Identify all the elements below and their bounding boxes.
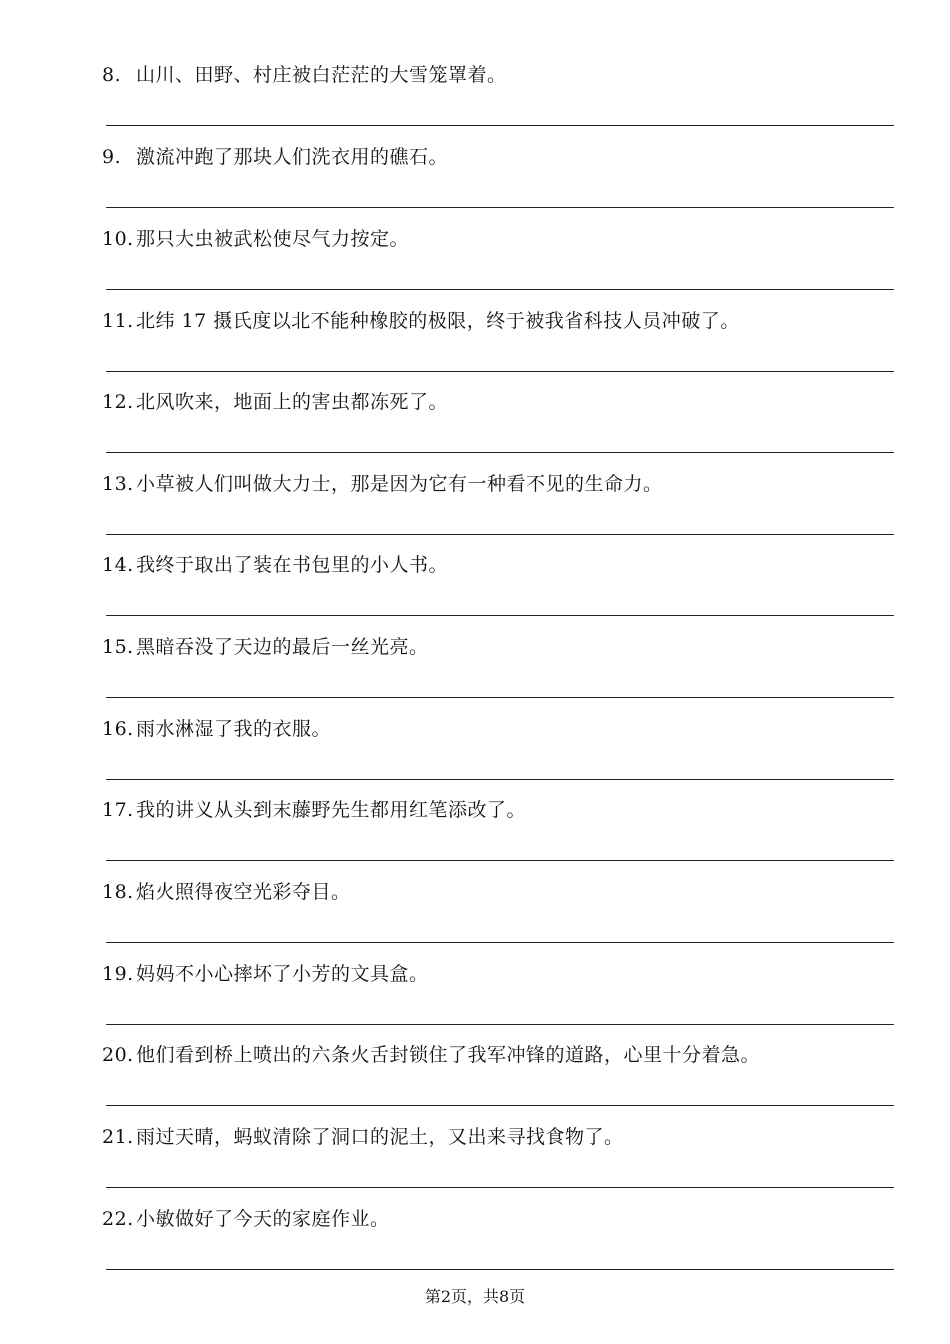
question-number: 19. [102, 963, 134, 985]
answer-line[interactable] [106, 1105, 894, 1106]
question-text [102, 62, 507, 88]
question-item [102, 1042, 902, 1124]
question-item [102, 634, 902, 716]
question-number: 17. [102, 799, 134, 821]
question-number: 9. [102, 146, 122, 168]
question-number: 20. [102, 1044, 134, 1066]
answer-line[interactable] [106, 371, 894, 372]
answer-line[interactable] [106, 534, 894, 535]
answer-line[interactable] [106, 615, 894, 616]
question-item [102, 716, 902, 798]
question-text [102, 471, 663, 497]
question-text [102, 144, 448, 170]
question-text [102, 961, 429, 987]
question-number: 15. [102, 636, 134, 658]
question-number: 14. [102, 554, 134, 576]
question-text [102, 552, 448, 578]
question-item [102, 1124, 902, 1206]
question-sentence: 北纬 17 摄氏度以北不能种橡胶的极限，终于被我省科技人员冲破了。 [136, 310, 740, 332]
question-item [102, 961, 902, 1043]
question-item [102, 62, 902, 144]
question-text [102, 389, 448, 415]
question-item [102, 1206, 902, 1288]
question-number: 13. [102, 473, 134, 495]
question-text [102, 1124, 624, 1150]
answer-line[interactable] [106, 207, 894, 208]
question-number: 16. [102, 718, 134, 740]
question-item [102, 308, 902, 390]
question-sentence: 黑暗吞没了天边的最后一丝光亮。 [136, 636, 429, 658]
question-text [102, 634, 429, 660]
answer-line[interactable] [106, 125, 894, 126]
question-sentence: 妈妈不小心摔坏了小芳的文具盒。 [136, 963, 429, 985]
question-number: 22. [102, 1208, 134, 1230]
question-sentence: 我终于取出了装在书包里的小人书。 [136, 554, 449, 576]
question-sentence: 那只大虫被武松使尽气力按定。 [136, 228, 410, 250]
question-text [102, 226, 409, 252]
question-number: 10. [102, 228, 134, 250]
question-sentence: 激流冲跑了那块人们洗衣用的礁石。 [136, 146, 449, 168]
question-sentence: 雨过天晴，蚂蚁清除了洞口的泥土，又出来寻找食物了。 [136, 1126, 624, 1148]
answer-line[interactable] [106, 860, 894, 861]
answer-line[interactable] [106, 1187, 894, 1188]
question-number: 18. [102, 881, 134, 903]
question-item [102, 552, 902, 634]
question-item [102, 797, 902, 879]
question-text [102, 797, 526, 823]
page-number-label: 第2页，共8页 [424, 1287, 526, 1306]
answer-line[interactable] [106, 1269, 894, 1270]
question-sentence: 焰火照得夜空光彩夺目。 [136, 881, 351, 903]
question-sentence: 小草被人们叫做大力士，那是因为它有一种看不见的生命力。 [136, 473, 663, 495]
answer-line[interactable] [106, 289, 894, 290]
question-sentence: 小敏做好了今天的家庭作业。 [136, 1208, 390, 1230]
question-item [102, 471, 902, 553]
question-item [102, 879, 902, 961]
question-number: 11. [102, 310, 134, 332]
answer-line[interactable] [106, 1024, 894, 1025]
question-number: 8. [102, 64, 122, 86]
answer-line[interactable] [106, 452, 894, 453]
question-sentence: 他们看到桥上喷出的六条火舌封锁住了我军冲锋的道路，心里十分着急。 [136, 1044, 761, 1066]
question-sentence: 北风吹来，地面上的害虫都冻死了。 [136, 391, 449, 413]
question-number: 21. [102, 1126, 134, 1148]
question-text [102, 308, 740, 334]
page-footer [0, 1286, 950, 1308]
question-sentence: 山川、田野、村庄被白茫茫的大雪笼罩着。 [136, 64, 507, 86]
question-text [102, 716, 331, 742]
answer-line[interactable] [106, 697, 894, 698]
question-number: 12. [102, 391, 134, 413]
question-text [102, 879, 351, 905]
question-item [102, 144, 902, 226]
question-text [102, 1206, 390, 1232]
question-sentence: 我的讲义从头到末藤野先生都用红笔添改了。 [136, 799, 527, 821]
answer-line[interactable] [106, 942, 894, 943]
question-item [102, 389, 902, 471]
question-sentence: 雨水淋湿了我的衣服。 [136, 718, 332, 740]
answer-line[interactable] [106, 779, 894, 780]
question-text [102, 1042, 760, 1068]
question-item [102, 226, 902, 308]
